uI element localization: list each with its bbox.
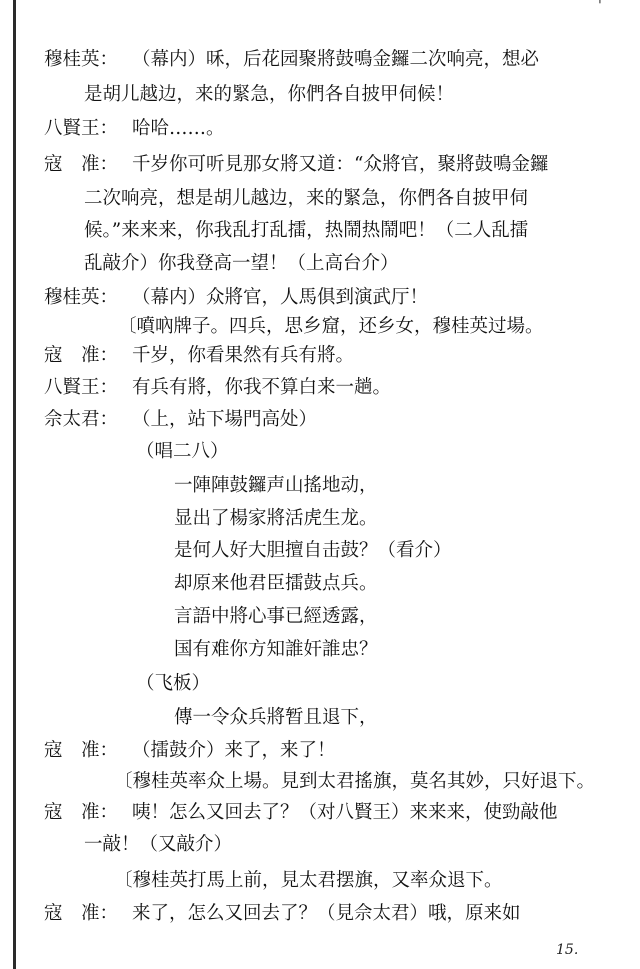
top-mark: ': [598, 0, 602, 14]
script-line: [0, 865, 640, 897]
verse-line: [0, 535, 640, 567]
verse-line: [0, 503, 640, 535]
stage-direction: 〔噴吶牌子。四兵，思乡窟，还乡女，穆桂英过場。: [118, 316, 544, 337]
speaker-label: 寇 准：: [44, 802, 119, 823]
speech-text: （擂鼓介）来了，来了！: [132, 740, 336, 761]
speech-text: 千岁你可听見那女將又道：“众將官，聚將鼓鳴金鑼: [132, 154, 549, 175]
speech-text: 千岁，你看果然有兵有將。: [132, 345, 355, 366]
verse-text: 是何人好大胆擅自击鼓？（看介）: [174, 540, 452, 561]
speech-text: （幕内）咊，后花园聚將鼓鳴金鑼二次响亮，想必: [132, 49, 540, 70]
page-number: 15.: [556, 942, 579, 958]
script-line: [0, 797, 640, 829]
script-line: [0, 898, 640, 930]
script-line: [0, 766, 640, 798]
verse-text: 显出了楊家將活虎生龙。: [174, 508, 378, 529]
speech-text: 来了，怎么又回去了？（見佘太君）哦，原来如: [132, 903, 521, 924]
speech-text: （幕内）众將官，人馬俱到演武厅！: [132, 287, 429, 308]
speaker-label: 穆桂英：: [44, 49, 119, 70]
verse-line: [0, 601, 640, 633]
script-line: [0, 79, 640, 111]
speaker-label: 寇 准：: [44, 154, 119, 175]
script-line: [0, 149, 640, 181]
verse-line: [0, 568, 640, 600]
verse-text: 却原来他君臣擂鼓点兵。: [174, 573, 378, 594]
script-line: [0, 183, 640, 215]
speech-continuation: 是胡儿越边，来的緊急，你們各自披甲伺候！: [84, 84, 455, 105]
stage-direction: 〔穆桂英率众上場。見到太君搖旗，莫名其妙，只好退下。: [114, 771, 596, 792]
speech-continuation: 候。”来来来，你我乱打乱擂，热鬧热鬧吧！（二人乱擂: [84, 220, 529, 241]
speech-text: 哈哈……。: [132, 118, 225, 139]
verse-line: [0, 634, 640, 666]
script-line: [0, 735, 640, 767]
verse-text: 言語中將心事已經透露，: [174, 606, 378, 627]
verse-text: 傳一令众兵將暂且退下，: [174, 707, 378, 728]
script-line: [0, 436, 640, 468]
speech-continuation: 乱敲介）你我登高一望！（上高台介）: [84, 253, 399, 274]
script-line: [0, 215, 640, 247]
script-line: [0, 372, 640, 404]
script-line: [0, 44, 640, 76]
singing-direction: （唱二八）: [136, 441, 229, 462]
stage-direction: 〔穆桂英打馬上前，見太君摆旗，又率众退下。: [114, 870, 503, 891]
script-line: [0, 340, 640, 372]
verse-text: 国有难你方知誰奸誰忠？: [174, 639, 378, 660]
script-line: [0, 668, 640, 700]
speaker-label: 八賢王：: [44, 377, 119, 398]
speaker-label: 寇 准：: [44, 345, 119, 366]
script-line: [0, 282, 640, 314]
script-line: [0, 829, 640, 861]
speech-continuation: 一敲！（又敲介）: [84, 834, 233, 855]
script-line: [0, 311, 640, 343]
verse-text: 一陣陣鼓鑼声山搖地动，: [174, 475, 378, 496]
script-line: [0, 113, 640, 145]
speech-text: （上，站下場門高处）: [132, 409, 318, 430]
verse-line: [0, 702, 640, 734]
speaker-label: 寇 准：: [44, 903, 119, 924]
script-line: [0, 248, 640, 280]
singing-direction: （飞板）: [136, 673, 211, 694]
speech-text: 咦！怎么又回去了？（对八賢王）来来来，使勁敲他: [132, 802, 558, 823]
script-line: [0, 404, 640, 436]
speech-text: 有兵有將，你我不算白来一趟。: [132, 377, 392, 398]
speaker-label: 八賢王：: [44, 118, 119, 139]
speaker-label: 穆桂英：: [44, 287, 119, 308]
speaker-label: 佘太君：: [44, 409, 119, 430]
verse-line: [0, 470, 640, 502]
speaker-label: 寇 准：: [44, 740, 119, 761]
speech-continuation: 二次响亮，想是胡儿越边，来的緊急，你們各自披甲伺: [84, 188, 529, 209]
